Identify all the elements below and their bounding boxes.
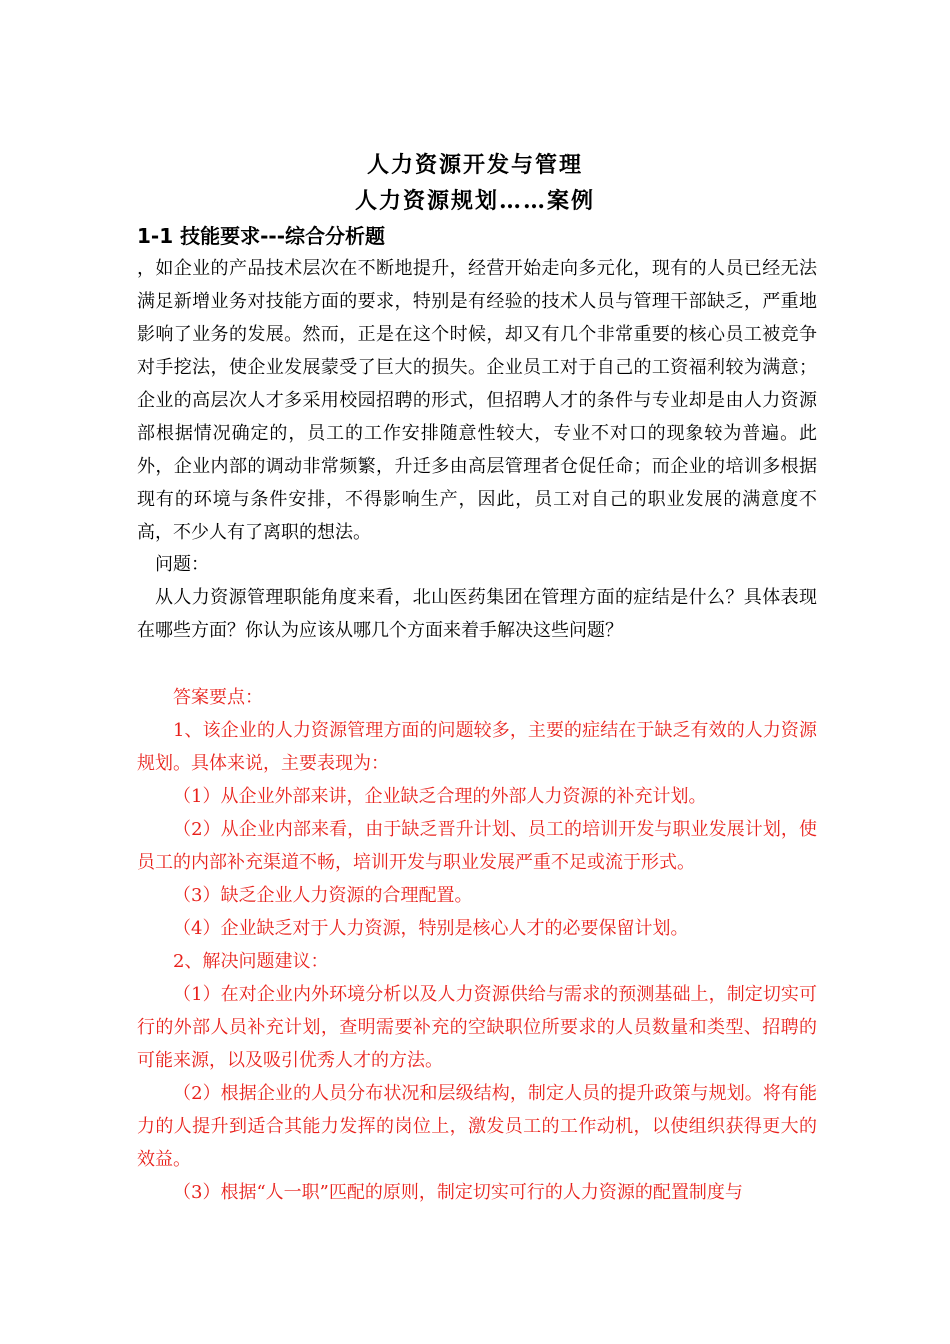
answer-point-1-1: （1）从企业外部来讲，企业缺乏合理的外部人力资源的补充计划。 — [173, 786, 707, 807]
answer-point-2-1: （1）在对企业内外环境分析以及人力资源供给与需求的预测基础上，制定切实可行的外部人员补充计划，查明需要补充的空缺职位所要求的人员数量和类型、招聘的可能来源，以及吸引优秀人才的方法。 — [137, 984, 817, 1071]
answer-point-2-3: （3）根据“人一职”匹配的原则，制定切实可行的人力资源的配置制度与 — [173, 1182, 743, 1203]
answer-label: 答案要点： — [173, 687, 263, 708]
document-title: 人力资源开发与管理 — [366, 152, 583, 178]
answer-point-1-4: （4）企业缺乏对于人力资源，特别是核心人才的必要保留计划。 — [173, 918, 689, 939]
section-heading: 1-1 技能要求---综合分析题 — [137, 224, 385, 248]
question-text: 从人力资源管理职能角度来看，北山医药集团在管理方面的症结是什么？具体表现在哪些方面？你认为应该从哪几个方面来着手解决这些问题？ — [137, 587, 817, 641]
answer-point-2-2: （2）根据企业的人员分布状况和层级结构，制定人员的提升政策与规划。将有能力的人提升到适合其能力发挥的岗位上，激发员工的工作动机，以使组织获得更大的效益。 — [137, 1083, 817, 1170]
document-subtitle: 人力资源规划……案例 — [354, 188, 595, 214]
answer-point-1: 1、该企业的人力资源管理方面的问题较多，主要的症结在于缺乏有效的人力资源规划。具体来说，主要表现为： — [137, 720, 817, 774]
answer-point-1-3: （3）缺乏企业人力资源的合理配置。 — [173, 885, 473, 906]
case-paragraph: ，如企业的产品技术层次在不断地提升，经营开始走向多元化，现有的人员已经无法满足新增业务对技能方面的要求，特别是有经验的技术人员与管理干部缺乏，严重地影响了业务的发展。然而，正是在这个时候，却又有几个非常重要的核心员工被竞争对手挖法，使企业发展蒙受了巨大的损失。企业员工对于自己的工资福利较为满意；企业的高层次人才多采用校园招聘的形式，但招聘人才的条件与专业却是由人力资源部根据情况确定的，员工的工作安排随意性较大，专业不对口的现象较为普遍。此外，企业内部的调动非常频繁，升迁多由高层管理者仓促任命；而企业的培训多根据现有的环境与条件安排，不得影响生产，因此，员工对自己的职业发展的满意度不高，不少人有了离职的想法。 — [137, 258, 817, 543]
answer-point-1-2: （2）从企业内部来看，由于缺乏晋升计划、员工的培训开发与职业发展计划，使员工的内部补充渠道不畅，培训开发与职业发展严重不足或流于形式。 — [137, 819, 817, 873]
question-label: 问题： — [155, 554, 209, 575]
answer-point-2: 2、解决问题建议： — [173, 951, 329, 972]
